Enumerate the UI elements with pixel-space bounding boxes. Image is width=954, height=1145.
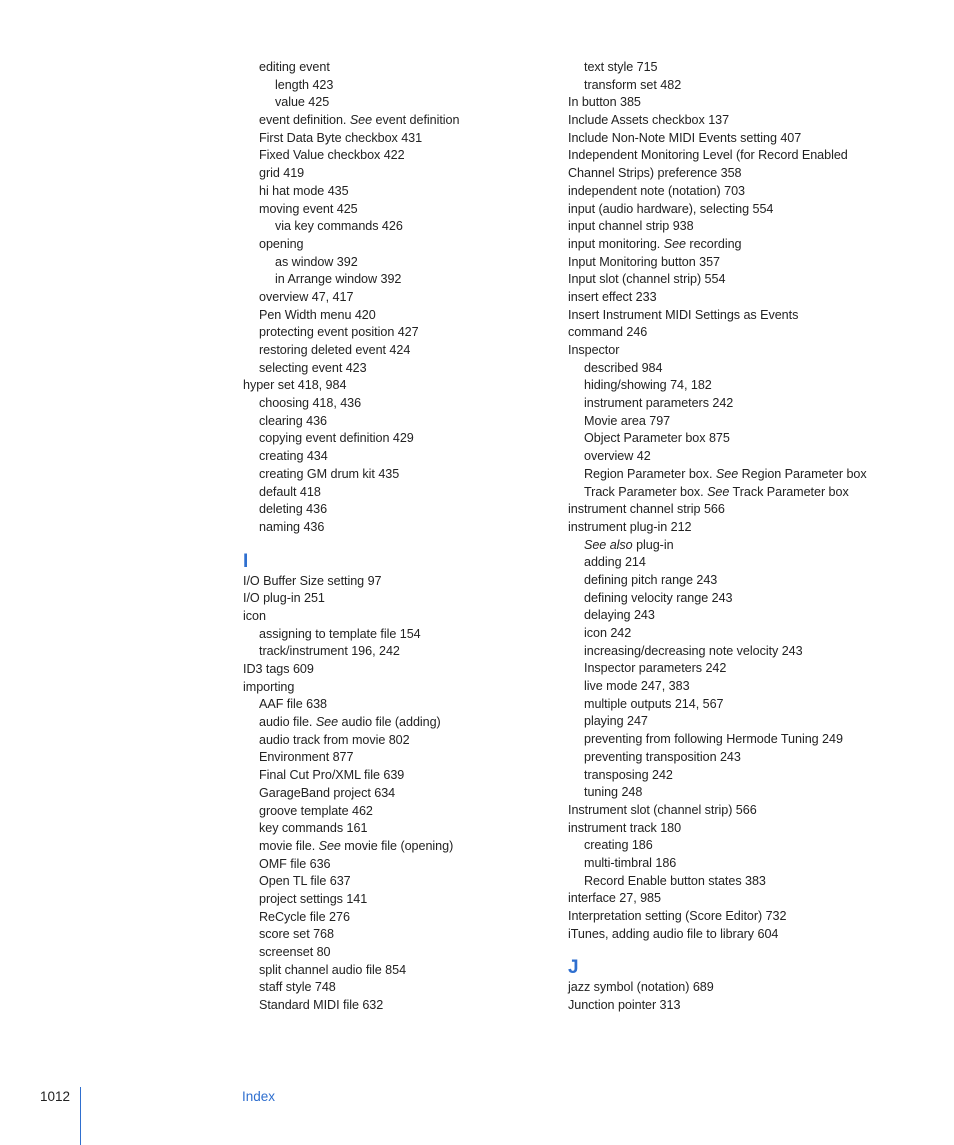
index-entry-text: split channel audio file 854 [259, 962, 407, 977]
index-entry [243, 962, 543, 980]
index-entry-text: creating 186 [584, 838, 653, 853]
index-entry-text: Fixed Value checkbox 422 [259, 148, 405, 163]
index-entry-text: insert effect 233 [568, 289, 657, 304]
index-entry-text: In button 385 [568, 95, 641, 110]
index-entry-text: score set 768 [259, 927, 334, 942]
index-entry [568, 484, 908, 502]
index-entry [568, 519, 908, 537]
index-entry [243, 979, 543, 997]
index-entry-text: overview 47, 417 [259, 289, 354, 304]
index-entry-text: importing [243, 679, 295, 694]
index-entry-text: as window 392 [275, 254, 358, 269]
index-entry [568, 271, 908, 289]
index-entry [568, 165, 908, 183]
index-entry [568, 360, 908, 378]
index-entry-text: AAF file 638 [259, 697, 328, 712]
index-entry [243, 661, 543, 679]
index-entry-text: hiding/showing 74, 182 [584, 378, 712, 393]
index-entry-text: naming 436 [259, 519, 325, 534]
index-entry [568, 696, 908, 714]
index-entry-text: Input Monitoring button 357 [568, 254, 720, 269]
index-entry [568, 537, 908, 555]
index-entry [568, 324, 908, 342]
index-entry [568, 997, 908, 1015]
index-entry [568, 643, 908, 661]
section-letter-heading: I [243, 550, 249, 572]
index-entry [243, 679, 543, 697]
index-entry-text: length 423 [275, 77, 334, 92]
index-entry-text: GarageBand project 634 [259, 785, 396, 800]
index-entry [243, 626, 543, 644]
index-entry-text: command 246 [568, 325, 648, 340]
index-entry [243, 448, 543, 466]
section-link-index[interactable]: Index [242, 1089, 276, 1104]
index-entry-text: Inspector [568, 343, 620, 357]
index-entry [568, 731, 908, 749]
index-entry-text: multi-timbral 186 [584, 855, 677, 870]
index-entry [243, 360, 543, 378]
index-entry-text: Junction pointer 313 [568, 998, 681, 1013]
index-entry-text: independent note (notation) 703 [568, 183, 746, 198]
index-entry-text: staff style 748 [259, 980, 336, 995]
index-entry-text: audio file. [259, 715, 316, 730]
index-entry-text: Standard MIDI file 632 [259, 998, 384, 1013]
index-entry-text: movie file. [259, 838, 319, 853]
index-entry-text: icon 242 [584, 626, 632, 640]
index-entry [568, 201, 908, 219]
index-entry [243, 732, 543, 750]
index-entry [243, 944, 543, 962]
index-column-left [243, 59, 543, 1015]
index-entry-text: copying event definition 429 [259, 431, 414, 446]
index-entry-text: hyper set 418, 984 [243, 378, 347, 393]
see-reference-label: See [318, 838, 341, 853]
index-entry [568, 112, 908, 130]
index-entry-text: multiple outputs 214, 567 [584, 696, 724, 711]
index-entry [568, 979, 908, 997]
index-entry-text: Record Enable button states 383 [584, 873, 766, 888]
index-entry-text: described 984 [584, 360, 663, 375]
index-entry [243, 608, 543, 626]
index-entry-text: preventing from following Hermode Tuning 249 [584, 732, 843, 747]
index-entry-text: Input slot (channel strip) 554 [568, 272, 726, 287]
index-entry [243, 803, 543, 821]
index-entry-text: event definition. [259, 113, 350, 128]
footer-divider [80, 1087, 81, 1145]
index-entry-text: Region Parameter box. [584, 466, 716, 481]
index-entry-text: instrument plug-in 212 [568, 519, 692, 534]
index-entry [568, 873, 908, 891]
index-entry-text: defining velocity range 243 [584, 590, 733, 605]
see-reference-label: See [715, 466, 739, 481]
index-entry-text: Final Cut Pro/XML file 639 [259, 768, 405, 783]
index-entry [568, 678, 908, 696]
index-entry [568, 254, 908, 272]
index-entry [243, 926, 543, 944]
index-entry [568, 908, 908, 926]
index-entry-text: live mode 247, 383 [584, 679, 690, 694]
index-entry-text: tuning 248 [584, 785, 643, 800]
index-entry-text: Inspector parameters 242 [584, 661, 727, 676]
index-entry-text: Pen Width menu 420 [259, 307, 376, 322]
index-entry-text: Include Non-Note MIDI Events setting 407 [568, 130, 802, 145]
index-entry [243, 77, 543, 95]
index-entry [243, 997, 543, 1015]
index-entry [568, 837, 908, 855]
index-entry-text: preventing transposition 243 [584, 749, 741, 764]
index-entry-text: restoring deleted event 424 [259, 343, 411, 357]
index-entry [568, 607, 908, 625]
index-entry [243, 289, 543, 307]
index-entry [568, 130, 908, 148]
index-entry [243, 218, 543, 236]
index-entry-text: adding 214 [584, 555, 646, 570]
index-entry-text: icon [243, 608, 266, 623]
index-entry-text: Insert Instrument MIDI Settings as Events [568, 307, 799, 322]
index-entry [243, 112, 543, 130]
index-entry-text: input channel strip 938 [568, 219, 694, 234]
see-reference-target: plug-in [632, 537, 674, 552]
index-entry-text: default 418 [259, 484, 321, 499]
index-entry-text: clearing 436 [259, 413, 328, 428]
index-entry-text: protecting event position 427 [259, 325, 419, 340]
index-entry [243, 785, 543, 803]
index-entry [243, 94, 543, 112]
index-entry-text: project settings 141 [259, 891, 368, 906]
index-entry-text: transform set 482 [584, 77, 682, 92]
index-entry [568, 625, 908, 643]
index-entry-text: assigning to template file 154 [259, 626, 421, 641]
index-entry [243, 165, 543, 183]
index-entry [243, 183, 543, 201]
index-entry-text: Environment 877 [259, 750, 354, 765]
index-entry [243, 377, 543, 395]
index-entry-text: interface 27, 985 [568, 891, 661, 906]
index-entry [568, 554, 908, 572]
index-entry-text: creating GM drum kit 435 [259, 466, 400, 481]
see-reference-target: event definition [372, 113, 460, 128]
index-entry-text: Interpretation setting (Score Editor) 732 [568, 909, 787, 923]
index-entry [568, 342, 908, 360]
index-entry-text: moving event 425 [259, 201, 358, 216]
index-entry [568, 395, 908, 413]
index-entry-text: choosing 418, 436 [259, 396, 362, 411]
index-entry [568, 749, 908, 767]
index-entry [568, 767, 908, 785]
index-entry-text: editing event [259, 60, 330, 74]
index-entry [568, 236, 908, 254]
index-entry [243, 484, 543, 502]
index-entry [243, 413, 543, 431]
index-entry [568, 501, 908, 519]
index-entry [568, 94, 908, 112]
index-entry [243, 430, 543, 448]
index-entry [243, 696, 543, 714]
index-entry [243, 501, 543, 519]
index-entry [568, 307, 908, 325]
index-entry [243, 130, 543, 148]
see-reference-label: See [663, 236, 686, 251]
index-entry [243, 307, 543, 325]
index-entry-text: via key commands 426 [275, 219, 403, 234]
index-entry [568, 430, 908, 448]
index-entry-text: Track Parameter box. [584, 484, 708, 499]
index-entry-text: Instrument slot (channel strip) 566 [568, 802, 757, 817]
index-entry [568, 183, 908, 201]
see-reference-label: See also [584, 537, 633, 552]
see-reference-target: Region Parameter box [738, 466, 867, 481]
index-entry [243, 891, 543, 909]
index-entry [243, 519, 543, 537]
index-entry-text: ID3 tags 609 [243, 662, 314, 676]
index-entry-text: jazz symbol (notation) 689 [568, 980, 714, 995]
index-entry-text: playing 247 [584, 714, 648, 729]
index-entry-text: overview 42 [584, 449, 651, 464]
index-entry-text: Movie area 797 [584, 413, 671, 428]
see-reference-target: Track Parameter box [729, 484, 849, 499]
see-reference-label: See [315, 715, 339, 730]
index-entry [243, 466, 543, 484]
index-entry-text: grid 419 [259, 166, 305, 181]
index-entry [243, 590, 543, 608]
see-reference-label: See [707, 484, 730, 499]
index-entry-text: selecting event 423 [259, 360, 367, 375]
index-entry-text: groove template 462 [259, 803, 373, 818]
index-entry-text: audio track from movie 802 [259, 732, 410, 747]
index-entry-text: instrument track 180 [568, 820, 682, 835]
index-entry [243, 856, 543, 874]
index-entry [568, 572, 908, 590]
index-entry-text: OMF file 636 [259, 856, 331, 871]
index-entry-text: input (audio hardware), selecting 554 [568, 201, 774, 216]
index-entry [568, 784, 908, 802]
page-number: 1012 [40, 1089, 71, 1104]
index-entry [243, 59, 543, 77]
index-entry-text: Include Assets checkbox 137 [568, 113, 730, 128]
index-entry-text: input monitoring. [568, 236, 664, 251]
index-entry-text: increasing/decreasing note velocity 243 [584, 643, 803, 658]
index-entry [568, 289, 908, 307]
index-entry [568, 713, 908, 731]
index-entry [243, 749, 543, 767]
see-reference-target: recording [685, 236, 742, 251]
index-entry [568, 147, 908, 165]
index-entry [243, 714, 543, 732]
index-entry-text: text style 715 [584, 60, 658, 74]
index-entry-text: transposing 242 [584, 767, 673, 782]
index-entry [243, 147, 543, 165]
index-entry [243, 395, 543, 413]
index-entry [568, 218, 908, 236]
index-entry [568, 660, 908, 678]
index-entry [243, 236, 543, 254]
index-entry [568, 820, 908, 838]
index-entry [568, 377, 908, 395]
index-entry [568, 926, 908, 944]
index-entry [568, 466, 908, 484]
index-entry-text: opening [259, 236, 304, 251]
index-entry-text: Object Parameter box 875 [584, 431, 730, 446]
index-entry [568, 855, 908, 873]
index-entry-text: First Data Byte checkbox 431 [259, 130, 423, 145]
index-entry-text: hi hat mode 435 [259, 183, 349, 198]
index-entry-text: track/instrument 196, 242 [259, 644, 400, 659]
index-entry-text: key commands 161 [259, 821, 368, 836]
index-entry-text: screenset 80 [259, 945, 331, 959]
index-entry [568, 802, 908, 820]
index-entry [243, 873, 543, 891]
index-entry [568, 448, 908, 466]
index-column-right [568, 59, 908, 1015]
see-reference-target: movie file (opening) [340, 838, 454, 853]
index-entry-text: instrument parameters 242 [584, 396, 734, 411]
index-entry [243, 324, 543, 342]
index-entry-text: ReCycle file 276 [259, 909, 350, 924]
index-entry [243, 342, 543, 360]
index-entry [243, 838, 543, 856]
index-entry-text: defining pitch range 243 [584, 572, 718, 587]
index-entry-text: Open TL file 637 [259, 874, 351, 889]
index-entry [243, 767, 543, 785]
index-entry-text: deleting 436 [259, 502, 328, 517]
index-entry [568, 59, 908, 77]
index-entry [568, 590, 908, 608]
index-entry-text: instrument channel strip 566 [568, 502, 725, 517]
index-entry [243, 909, 543, 927]
index-entry-text: Independent Monitoring Level (for Record Enabled [568, 148, 848, 163]
index-entry [568, 77, 908, 95]
index-entry-text: creating 434 [259, 449, 328, 464]
index-entry [243, 271, 543, 289]
index-entry-text: iTunes, adding audio file to library 604 [568, 926, 779, 941]
section-letter-heading: J [568, 957, 579, 979]
index-entry [243, 201, 543, 219]
index-entry [243, 573, 543, 591]
index-entry [568, 413, 908, 431]
index-entry-text: I/O plug-in 251 [243, 591, 325, 606]
see-reference-label: See [349, 113, 373, 128]
index-entry-text: value 425 [275, 95, 330, 110]
index-entry [243, 643, 543, 661]
index-entry-text: in Arrange window 392 [275, 272, 402, 287]
index-entry-text: Channel Strips) preference 358 [568, 166, 742, 181]
index-entry [568, 890, 908, 908]
index-entry [243, 254, 543, 272]
index-entry [243, 820, 543, 838]
index-entry-text: I/O Buffer Size setting 97 [243, 573, 382, 588]
see-reference-target: audio file (adding) [338, 715, 441, 730]
index-entry-text: delaying 243 [584, 608, 655, 623]
